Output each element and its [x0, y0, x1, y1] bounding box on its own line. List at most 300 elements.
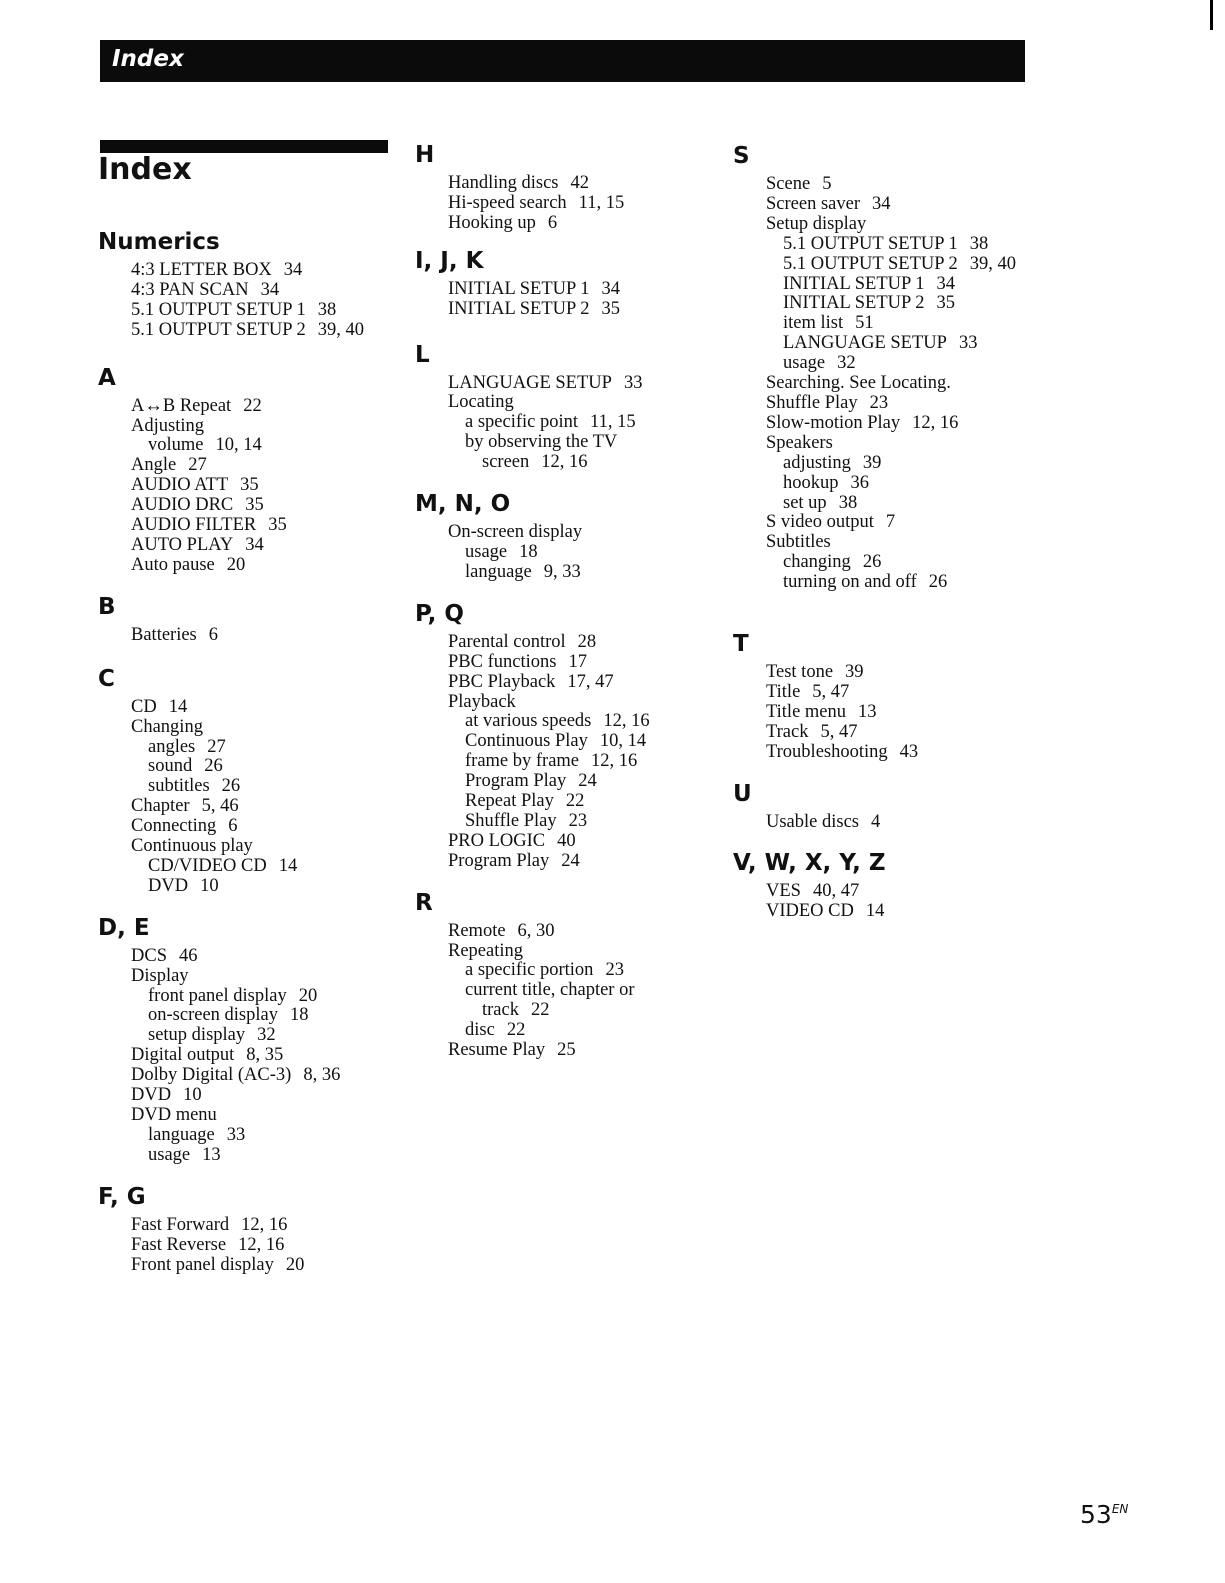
entry-list [98, 626, 398, 646]
entry-pages: 35 [936, 293, 955, 314]
entry-term: by observing the TV [465, 432, 618, 453]
entry-term: item list [783, 313, 844, 334]
entry-pages: 13 [858, 701, 877, 722]
index-section-a [98, 363, 398, 576]
entry-term: PBC functions [448, 651, 557, 672]
entry-pages: 33 [958, 333, 978, 354]
entry-pages: 8, 35 [246, 1045, 284, 1066]
entry-term: Continuous Play [465, 731, 588, 752]
index-entry [766, 513, 1033, 533]
index-entry [766, 703, 1033, 723]
entry-pages: 39 [845, 662, 864, 683]
index-entry [766, 663, 1033, 683]
entry-term: Handling discs [448, 173, 559, 193]
entry-term: Repeat Play [465, 791, 554, 812]
section-heading: A [98, 364, 116, 391]
entry-list [98, 698, 398, 897]
entry-list [415, 633, 715, 872]
entry-pages: 20 [298, 985, 318, 1006]
index-subentry [766, 474, 1033, 494]
section-heading: R [415, 889, 433, 916]
index-subentry [131, 1146, 398, 1166]
index-entry [131, 947, 398, 967]
index-section-h [415, 140, 715, 234]
entry-term: PBC Playback [448, 671, 556, 692]
entry-term: Remote [448, 920, 506, 941]
index-subentry [448, 1021, 715, 1041]
entry-term: language [465, 561, 532, 582]
entry-pages: 22 [506, 1020, 526, 1041]
index-subentry [131, 436, 398, 456]
entry-term: usage [465, 541, 508, 562]
entry-pages: 39, 40 [969, 253, 1016, 274]
entry-term: usage [783, 353, 826, 374]
entry-pages: 14 [168, 696, 188, 717]
entry-list [415, 922, 715, 1061]
index-entry [766, 434, 1033, 454]
entry-term: Shuffle Play [766, 392, 858, 413]
index-section-numerics [98, 227, 398, 341]
entry-pages: 25 [557, 1040, 576, 1061]
index-entry [131, 456, 398, 476]
entry-term: Continuous play [131, 836, 253, 857]
entry-pages: 8, 36 [303, 1065, 341, 1086]
entry-pages: 11, 15 [590, 412, 636, 433]
index-subentry [766, 275, 1033, 295]
index-entry [448, 300, 715, 320]
entry-term: 5.1 OUTPUT SETUP 2 [131, 319, 306, 340]
entry-pages: 34 [601, 278, 620, 299]
entry-term: LANGUAGE SETUP [783, 333, 947, 354]
entry-pages: 26 [204, 756, 223, 777]
entry-term: Fast Forward [131, 1214, 230, 1235]
entry-pages: 32 [837, 353, 856, 374]
index-subentry [448, 961, 715, 981]
index-subentry [448, 752, 715, 772]
index-entry [131, 837, 398, 857]
entry-term: Adjusting [131, 415, 204, 436]
entry-term: subtitles [148, 776, 210, 797]
index-subentry [131, 1026, 398, 1046]
index-subentry [448, 772, 715, 792]
entry-term: front panel display [148, 985, 287, 1006]
entry-list [415, 174, 715, 234]
index-entry [448, 693, 715, 713]
index-entry [131, 321, 398, 341]
entry-term: Fast Reverse [131, 1234, 227, 1255]
entry-term: screen [482, 452, 530, 473]
entry-term: setup display [148, 1025, 246, 1046]
entry-term: Batteries [131, 624, 197, 645]
index-entry [448, 174, 715, 194]
entry-pages: 35 [601, 298, 620, 319]
entry-term: PRO LOGIC [448, 830, 546, 851]
index-entry [766, 813, 1033, 833]
index-entry [448, 832, 715, 852]
index-section-s [733, 141, 1033, 593]
index-entry [448, 852, 715, 872]
header-label: Index [112, 46, 184, 72]
entry-list [733, 813, 1033, 833]
entry-term: Digital output [131, 1045, 235, 1066]
entry-pages: 42 [570, 173, 589, 193]
entry-term: 5.1 OUTPUT SETUP 1 [131, 299, 306, 320]
index-entry [448, 280, 715, 300]
index-entry [131, 556, 398, 576]
entry-term: Auto pause [131, 554, 215, 575]
entry-pages: 27 [188, 455, 207, 476]
index-entry [131, 397, 398, 417]
entry-term: at various speeds [465, 711, 592, 732]
entry-term: language [148, 1124, 215, 1145]
entry-pages: 23 [568, 810, 588, 831]
entry-pages: 39, 40 [317, 319, 364, 340]
index-subentry [131, 877, 398, 897]
entry-term: a specific portion [465, 960, 594, 981]
index-section-i-j-k [415, 246, 715, 320]
index-entry [766, 882, 1033, 902]
entry-term: usage [148, 1144, 191, 1165]
edge-mark [1210, 0, 1213, 30]
index-subentry [448, 732, 715, 752]
index-entry [131, 626, 398, 646]
entry-term: Angle [131, 455, 177, 476]
entry-term: Chapter [131, 796, 190, 817]
index-entry [131, 1066, 398, 1086]
index-entry [448, 374, 715, 394]
section-heading: F, G [98, 1183, 146, 1210]
index-entry [131, 476, 398, 496]
index-entry [766, 743, 1033, 763]
entry-pages: 34 [245, 534, 264, 555]
entry-pages: 18 [289, 1005, 309, 1026]
entry-pages: 7 [885, 512, 896, 533]
entry-term: DCS [131, 945, 167, 966]
section-heading: T [733, 631, 749, 658]
entry-term: on-screen display [148, 1005, 278, 1026]
entry-term: Troubleshooting [766, 741, 888, 762]
entry-pages: 23 [605, 960, 624, 981]
entry-term: a specific point [465, 412, 579, 433]
index-subentry [131, 987, 398, 1007]
section-heading: M, N, O [415, 491, 511, 518]
entry-pages: 18 [519, 541, 538, 562]
entry-term: Speakers [766, 432, 833, 453]
index-entry [766, 723, 1033, 743]
entry-pages: 4 [871, 811, 881, 832]
entry-pages: 34 [283, 260, 303, 280]
entry-term: Resume Play [448, 1040, 546, 1061]
index-entry [766, 902, 1033, 922]
index-entry [766, 414, 1033, 434]
page-number [1080, 1500, 1128, 1529]
entry-term: Hooking up [448, 212, 536, 233]
entry-term: Program Play [448, 850, 550, 871]
index-subentry [766, 494, 1033, 514]
entry-term: DVD menu [131, 1105, 217, 1125]
index-subentry [448, 413, 715, 433]
entry-pages: 10, 14 [599, 731, 647, 752]
entry-term: AUDIO FILTER [131, 515, 257, 536]
index-entry [131, 797, 398, 817]
entry-term: Shuffle Play [465, 810, 557, 831]
entry-pages: 40 [557, 830, 576, 851]
entry-pages: 12, 16 [912, 412, 959, 433]
entry-pages: 5, 47 [820, 721, 858, 742]
entry-term: 5.1 OUTPUT SETUP 1 [783, 233, 958, 254]
section-heading: H [415, 142, 435, 168]
entry-pages: 5 [822, 174, 832, 194]
index-section-v-w-x-y-z [733, 848, 1033, 922]
entry-pages: 11, 15 [578, 192, 625, 213]
index-section-u [733, 779, 1033, 833]
entry-pages: 51 [855, 313, 874, 334]
entry-term: Changing [131, 716, 203, 737]
entry-term: Setup display [766, 213, 867, 234]
entry-pages: 13 [202, 1144, 221, 1165]
index-entry [766, 683, 1033, 703]
section-heading: I, J, K [415, 247, 484, 274]
index-entry [448, 653, 715, 673]
entry-pages: 10, 14 [215, 435, 262, 456]
page-number-value: 53 [1080, 1500, 1112, 1529]
entry-term: AUDIO ATT [131, 475, 229, 496]
index-section-c [98, 664, 398, 897]
entry-term: 4:3 PAN SCAN [131, 279, 249, 300]
entry-list [98, 947, 398, 1166]
index-entry [131, 817, 398, 837]
index-entry [766, 215, 1033, 235]
index-subentry [448, 812, 715, 832]
index-entry [131, 516, 398, 536]
entry-pages: 46 [179, 945, 198, 966]
entry-term: sound [148, 756, 193, 777]
entry-list [733, 663, 1033, 763]
entry-term: changing [783, 552, 851, 573]
index-subentry [766, 354, 1033, 374]
index-entry [766, 533, 1033, 553]
section-heading: B [98, 593, 116, 620]
index-entry [448, 922, 715, 942]
entry-term: turning on and off [783, 572, 917, 593]
entry-list [98, 261, 398, 341]
entry-term: disc [465, 1020, 495, 1041]
index-subentry [448, 543, 715, 563]
entry-pages: 14 [278, 855, 298, 876]
entry-pages: 24 [578, 771, 597, 792]
index-entry [766, 175, 1033, 195]
index-section-t [733, 629, 1033, 763]
entry-pages: 33 [623, 372, 643, 393]
entry-list [733, 175, 1033, 593]
section-heading: U [733, 780, 752, 807]
index-column-3 [733, 141, 1033, 922]
entry-term: hookup [783, 472, 839, 493]
entry-term: CD [131, 696, 157, 717]
entry-pages: 14 [865, 901, 885, 922]
index-subentry [766, 334, 1033, 354]
index-entry [131, 496, 398, 516]
index-entry [131, 536, 398, 556]
entry-term: Track [766, 721, 809, 742]
entry-pages: 12, 16 [541, 452, 588, 473]
entry-term: angles [148, 736, 196, 757]
entry-pages: 39 [862, 452, 882, 473]
entry-pages: 12, 16 [603, 711, 650, 732]
index-subentry [766, 553, 1033, 573]
entry-term: Playback [448, 691, 516, 712]
entry-pages: 5, 47 [812, 681, 850, 702]
entry-term: Locating [448, 392, 514, 413]
index-entry [131, 1216, 398, 1236]
index-subentry [448, 981, 715, 1001]
index-entry [131, 281, 398, 301]
entry-term: Parental control [448, 631, 566, 652]
entry-term: AUTO PLAY [131, 534, 234, 555]
entry-pages: 6 [208, 624, 219, 645]
entry-term: CD/VIDEO CD [148, 855, 267, 876]
header-bar [100, 40, 1025, 82]
entry-term: Program Play [465, 771, 567, 792]
index-entry [766, 394, 1033, 414]
entry-pages: 33 [226, 1124, 246, 1145]
entry-term: AUDIO DRC [131, 495, 234, 516]
index-entry [766, 195, 1033, 215]
entry-term: VIDEO CD [766, 901, 854, 922]
entry-term: Title [766, 681, 801, 702]
index-entry [131, 1086, 398, 1106]
entry-pages: 20 [226, 554, 246, 575]
entry-pages: 6 [547, 212, 558, 233]
entry-term: INITIAL SETUP 1 [783, 273, 925, 294]
entry-term: adjusting [783, 452, 851, 473]
index-subentry [131, 757, 398, 777]
index-entry [766, 374, 1033, 394]
index-entry [448, 942, 715, 962]
entry-term: VES [766, 881, 801, 902]
index-section-f-g [98, 1182, 398, 1276]
entry-pages: 17, 47 [567, 671, 614, 692]
entry-pages: 27 [207, 736, 226, 757]
entry-pages: 35 [268, 515, 287, 536]
section-heading: P, Q [415, 600, 464, 627]
index-entry [448, 393, 715, 413]
entry-pages: 32 [257, 1025, 276, 1046]
index-subentry [766, 314, 1033, 334]
index-section-r [415, 888, 715, 1061]
entry-pages: 6, 30 [517, 920, 555, 941]
entry-pages: 40, 47 [812, 881, 860, 902]
entry-pages: 43 [899, 741, 919, 762]
entry-term: Searching. See Locating. [766, 373, 951, 394]
entry-term: Slow-motion Play [766, 412, 901, 433]
index-entry [131, 698, 398, 718]
entry-pages: 22 [530, 1000, 550, 1021]
section-heading: V, W, X, Y, Z [733, 850, 886, 877]
entry-list [98, 397, 398, 576]
entry-term: Test tone [766, 662, 834, 683]
index-subentry [131, 1126, 398, 1146]
entry-pages: 6 [228, 816, 238, 837]
entry-term: Connecting [131, 816, 217, 837]
entry-pages: 28 [577, 631, 597, 652]
entry-pages: 10 [200, 875, 219, 896]
index-entry [448, 673, 715, 693]
entry-term: frame by frame [465, 751, 580, 772]
entry-term: On-screen display [448, 522, 583, 543]
index-section-p-q [415, 599, 715, 872]
entry-term: Dolby Digital (AC-3) [131, 1065, 292, 1086]
entry-pages: 12, 16 [241, 1214, 288, 1235]
index-entry [131, 301, 398, 321]
entry-term: DVD [148, 875, 189, 896]
section-heading: D, E [98, 914, 150, 941]
index-subentry [131, 777, 398, 797]
entry-term: Display [131, 965, 189, 986]
entry-pages: 20 [285, 1254, 305, 1275]
index-entry [448, 194, 715, 214]
entry-pages: 26 [862, 552, 882, 573]
entry-term: A↔B Repeat [131, 395, 232, 416]
entry-term: S video output [766, 512, 874, 533]
entry-term: Repeating [448, 940, 524, 961]
entry-list [415, 523, 715, 583]
entry-pages: 12, 16 [591, 751, 638, 772]
entry-pages: 12, 16 [238, 1234, 285, 1255]
entry-pages: 38 [969, 233, 989, 254]
index-entry [131, 1046, 398, 1066]
entry-list [98, 1216, 398, 1276]
entry-pages: 34 [936, 273, 955, 294]
entry-pages: 24 [561, 850, 580, 871]
entry-pages: 17 [568, 651, 587, 672]
entry-pages: 34 [872, 193, 891, 214]
entry-list [415, 374, 715, 474]
entry-pages: 5, 46 [201, 796, 239, 817]
index-entry [131, 967, 398, 987]
index-subentry [448, 712, 715, 732]
index-section-l [415, 340, 715, 474]
index-entry [131, 417, 398, 437]
entry-term: Scene [766, 174, 811, 194]
index-subentry [766, 454, 1033, 474]
index-subentry [131, 1006, 398, 1026]
entry-term: Front panel display [131, 1254, 274, 1275]
entry-term: 5.1 OUTPUT SETUP 2 [783, 253, 958, 274]
entry-term: Screen saver [766, 193, 860, 214]
entry-term: Title menu [766, 701, 847, 722]
entry-pages: 9, 33 [543, 561, 581, 582]
entry-pages: 35 [245, 495, 264, 516]
index-subentry [766, 573, 1033, 593]
index-entry [448, 1041, 715, 1061]
entry-term: Subtitles [766, 532, 831, 553]
index-subentry [766, 255, 1033, 275]
entry-term: current title, chapter or [465, 980, 635, 1001]
index-subentry [448, 433, 715, 453]
index-entry [131, 1236, 398, 1256]
index-entry [448, 214, 715, 234]
page-number-suffix: EN [1111, 1502, 1129, 1516]
entry-term: volume [148, 435, 204, 456]
entry-pages: 35 [240, 475, 259, 496]
entry-pages: 36 [850, 472, 869, 493]
section-heading: C [98, 665, 115, 692]
index-entry [131, 1106, 398, 1126]
entry-pages: 26 [928, 572, 948, 593]
entry-pages: 26 [221, 776, 241, 797]
index-subentry [766, 235, 1033, 255]
